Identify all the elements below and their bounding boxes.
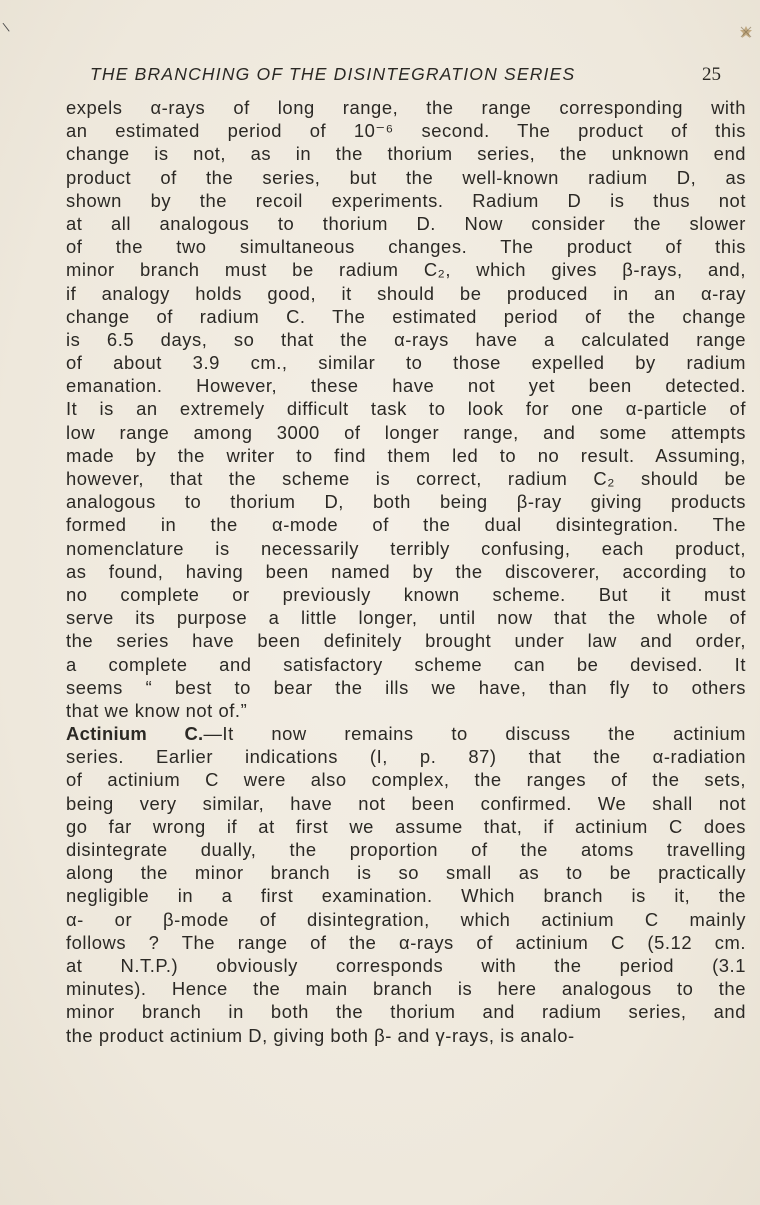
text-line: emanation. However, these have not yet been detected. <box>66 375 746 397</box>
text-line: that we know not of.” <box>66 699 248 721</box>
text-line: at all analogous to thorium D. Now consider the slower <box>66 212 746 234</box>
section-first-line-text: —It now remains to discuss the actinium <box>203 723 746 745</box>
text-line: however, that the scheme is correct, radium C₂ should be <box>66 468 746 489</box>
text-line: go far wrong if at first we assume that, if actinium C does <box>66 815 746 837</box>
running-head: THE BRANCHING OF THE DISINTEGRATION SERIES <box>90 64 576 84</box>
text-line: as found, having been named by the discoverer, according to <box>66 560 746 582</box>
text-line: a complete and satisfactory scheme can be devised. It <box>66 653 746 675</box>
ink-blot-icon <box>738 24 754 40</box>
text-line: of about 3.9 cm., similar to those expelled by radium <box>66 352 746 374</box>
text-line: negligible in a first examination. Which branch is it, the <box>66 885 746 907</box>
text-line: analogous to thorium D, both being β-ray giving products <box>66 491 746 513</box>
page-number: 25 <box>702 64 721 85</box>
text-line: minor branch in both the thorium and radium series, and <box>66 1001 746 1023</box>
text-line: being very similar, have not been confirmed. We shall not <box>66 792 746 814</box>
text-line: seems “ best to bear the ills we have, than fly to others <box>66 676 746 698</box>
text-line: minutes). Hence the main branch is here analogous to the <box>66 978 746 1000</box>
text-line: at N.T.P.) obviously corresponds with the period (3.1 <box>66 954 746 976</box>
text-line: serve its purpose a little longer, until now that the whole of <box>66 607 746 629</box>
text-line: α- or β-mode of disintegration, which actinium C mainly <box>66 908 746 930</box>
section-first-line <box>66 722 746 745</box>
text-line: low range among 3000 of longer range, and some attempts <box>66 421 746 443</box>
page-header <box>90 64 721 88</box>
text-line: along the minor branch is so small as to be practically <box>66 862 746 884</box>
section-heading: Actinium C. <box>66 723 204 745</box>
text-line: made by the writer to find them led to no result. Assuming, <box>66 444 746 466</box>
text-line: disintegrate dually, the proportion of the atoms travelling <box>66 839 746 860</box>
text-line: no complete or previously known scheme. But it must <box>66 583 746 605</box>
text-line: change is not, as in the thorium series, the unknown end <box>66 143 746 165</box>
text-line: the series have been definitely brought under law and order, <box>66 630 746 652</box>
text-line: It is an extremely difficult task to look for one α-particle of <box>66 398 746 420</box>
text-line: nomenclature is necessarily terribly confusing, each product, <box>66 537 746 559</box>
text-line: is 6.5 days, so that the α-rays have a calculated range <box>66 328 746 350</box>
text-line: of actinium C were also complex, the ranges of the sets, <box>66 769 746 791</box>
text-line: product of the series, but the well-known radium D, as <box>66 166 746 188</box>
text-line: of the two simultaneous changes. The product of this <box>66 236 746 258</box>
text-line: minor branch must be radium C₂, which gives β-rays, and, <box>66 259 746 281</box>
text-line: the product actinium D, giving both β- and γ-rays, is analo- <box>66 1024 575 1046</box>
body-text <box>66 96 746 1047</box>
text-line: change of radium C. The estimated period of the change <box>66 305 746 327</box>
text-line: formed in the α-mode of the dual disintegration. The <box>66 514 746 536</box>
text-line: series. Earlier indications (I, p. 87) that the α-radiation <box>66 746 746 768</box>
text-line: if analogy holds good, it should be produced in an α-ray <box>66 282 746 304</box>
text-line: shown by the recoil experiments. Radium D is thus not <box>66 189 746 211</box>
text-line: expels α-rays of long range, the range corresponding with <box>66 97 746 118</box>
text-line: follows ? The range of the α-rays of actinium C (5.12 cm. <box>66 931 746 953</box>
margin-pencil-mark: \ <box>1 19 11 35</box>
text-line: an estimated period of 10⁻⁶ second. The product of this <box>66 120 746 142</box>
